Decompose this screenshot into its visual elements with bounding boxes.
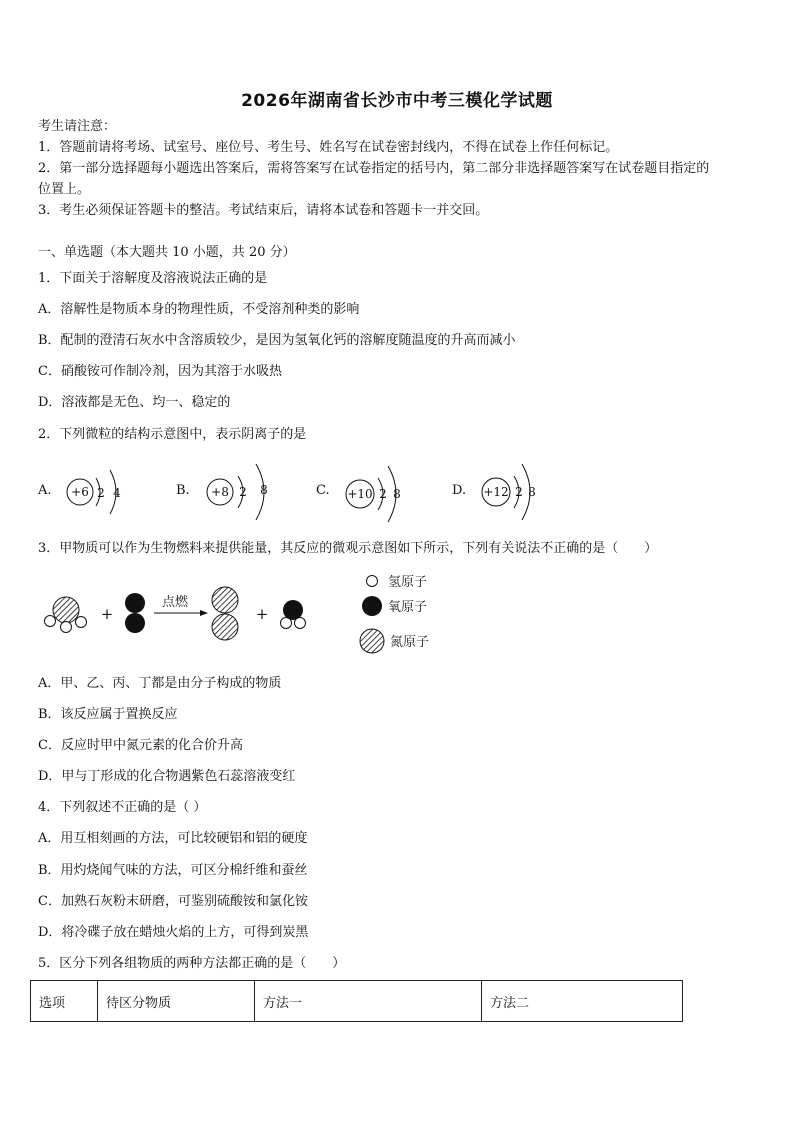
nitrogen-atom xyxy=(212,587,238,613)
nucleus-charge: +12 xyxy=(483,485,509,499)
shell-1-count: 2 xyxy=(515,485,523,499)
q2-stem: 2．下列微粒的结构示意图中，表示阴离子的是 xyxy=(38,427,307,442)
atom-diagram-c xyxy=(316,456,416,528)
q5-stem: 5．区分下列各组物质的两种方法都正确的是（ ） xyxy=(38,956,346,971)
table-header-cell: 方法一 xyxy=(255,981,482,1022)
hydrogen-atom xyxy=(76,617,87,628)
q3-stem: 3．甲物质可以作为生物燃料来提供能量，其反应的微观示意图如下所示，下列有关说法不正确的是（ ） xyxy=(38,541,658,556)
shell-2-count: 8 xyxy=(528,485,536,499)
section-heading: 一、单选题（本大题共 10 小题，共 20 分） xyxy=(38,245,296,260)
reaction-condition: 点燃 xyxy=(161,595,189,610)
q1-option-b: B．配制的澄清石灰水中含溶质较少，是因为氢氧化钙的溶解度随温度的升高而减小 xyxy=(38,333,516,348)
q3-option-d: D．甲与丁形成的化合物遇紫色石蕊溶液变红 xyxy=(38,769,296,784)
table-header-cell: 待区分物质 xyxy=(98,981,255,1022)
notice-item-2: 2．第一部分选择题每小题选出答案后，需将答案写在试卷指定的括号内，第二部分非选择题答案写在试卷题目指定的 xyxy=(38,161,710,176)
atom-legend xyxy=(360,575,429,653)
molecule-reactant-2 xyxy=(125,593,145,633)
atom-diagram-d xyxy=(452,456,552,528)
hydrogen-atom xyxy=(61,622,72,633)
plus-sign: + xyxy=(255,605,269,623)
molecule-reactant-1 xyxy=(45,597,87,633)
atom-structure-svg xyxy=(176,456,276,528)
atom-diagram-a xyxy=(38,456,138,528)
reaction-diagram xyxy=(30,564,450,664)
legend-label: 氧原子 xyxy=(388,600,428,615)
q1-stem: 1．下面关于溶解度及溶液说法正确的是 xyxy=(38,271,268,286)
q3-option-c: C．反应时甲中氮元素的化合价升高 xyxy=(38,738,243,753)
nucleus-charge: +10 xyxy=(347,487,373,501)
shell-1-count: 2 xyxy=(97,486,105,500)
q4-option-d: D．将冷碟子放在蜡烛火焰的上方，可得到炭黑 xyxy=(38,925,309,940)
q4-option-c: C．加熟石灰粉末研磨，可鉴别硫酸铵和氯化铵 xyxy=(38,894,308,909)
shell-2-count: 8 xyxy=(393,487,401,501)
table-header-cell: 方法二 xyxy=(482,981,683,1022)
atom-structure-svg xyxy=(452,456,552,528)
nucleus-charge: +8 xyxy=(211,485,229,499)
atom-structure-svg xyxy=(38,456,138,528)
nitrogen-atom xyxy=(212,614,238,640)
atom-diagram-b xyxy=(176,456,276,528)
notice-item-2-cont: 位置上。 xyxy=(38,182,91,197)
nitrogen-atom xyxy=(53,597,79,623)
q4-option-a: A．用互相刻画的方法，可比较硬铝和铝的硬度 xyxy=(38,831,308,846)
nucleus-charge: +6 xyxy=(71,485,89,499)
page-title: 2026年湖南省长沙市中考三模化学试题 xyxy=(241,91,553,111)
oxygen-atom xyxy=(125,593,145,613)
atom-option-letter: C. xyxy=(316,483,330,498)
notice-heading: 考生请注意： xyxy=(38,119,117,134)
q4-stem: 4．下列叙述不正确的是（ ） xyxy=(38,800,207,815)
molecule-product-1 xyxy=(212,587,238,640)
hydrogen-atom xyxy=(45,616,56,627)
legend-label: 氢原子 xyxy=(388,575,428,590)
q3-option-a: A．甲、乙、丙、丁都是由分子构成的物质 xyxy=(38,676,282,691)
atom-option-letter: A. xyxy=(38,483,52,498)
q4-option-b: B．用灼烧闻气味的方法，可区分棉纤维和蚕丝 xyxy=(38,863,308,878)
reaction-arrowhead xyxy=(200,610,208,616)
plus-sign: + xyxy=(100,605,114,623)
hydrogen-atom xyxy=(281,618,292,629)
atom-structure-svg xyxy=(316,456,416,528)
legend-hydrogen-icon xyxy=(367,576,378,587)
atom-option-letter: B. xyxy=(176,483,190,498)
atom-option-letter: D. xyxy=(452,483,467,498)
shell-1-count: 2 xyxy=(239,485,247,499)
q3-option-b: B．该反应属于置换反应 xyxy=(38,707,178,722)
oxygen-atom xyxy=(125,613,145,633)
notice-item-3: 3．考生必须保证答题卡的整洁。考试结束后，请将本试卷和答题卡一并交回。 xyxy=(38,203,489,218)
table-header-row xyxy=(31,981,683,1022)
legend-nitrogen-icon xyxy=(360,629,384,653)
hydrogen-atom xyxy=(295,618,306,629)
legend-label: 氮原子 xyxy=(390,635,430,650)
notice-item-1: 1．答题前请将考场、试室号、座位号、考生号、姓名写在试卷密封线内，不得在试卷上作任何标记。 xyxy=(38,140,619,155)
q1-option-a: A．溶解性是物质本身的物理性质，不受溶剂种类的影响 xyxy=(38,302,360,317)
legend-oxygen-icon xyxy=(362,596,382,616)
shell-2-count: 8 xyxy=(260,483,268,497)
molecule-product-2 xyxy=(281,600,306,629)
shell-2-count: 4 xyxy=(113,486,121,500)
q1-option-d: D．溶液都是无色、均一、稳定的 xyxy=(38,395,231,410)
q1-option-c: C．硝酸铵可作制冷剂，因为其溶于水吸热 xyxy=(38,364,282,379)
shell-1-count: 2 xyxy=(379,487,387,501)
table-header-cell: 选项 xyxy=(31,981,98,1022)
q5-table xyxy=(30,980,683,1022)
